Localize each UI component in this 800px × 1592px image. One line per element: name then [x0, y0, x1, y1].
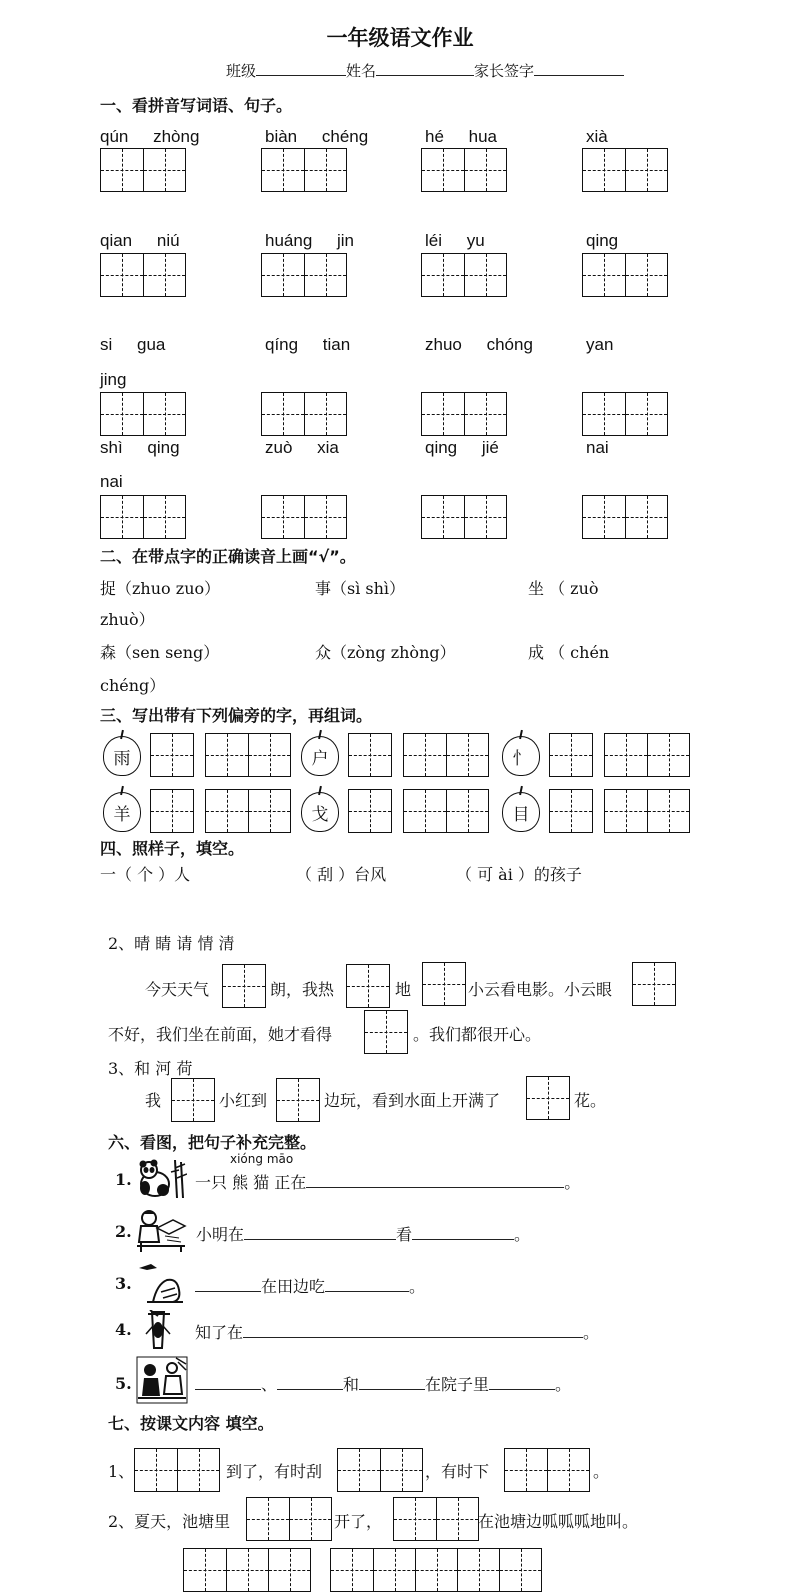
radical-char-box[interactable]: [150, 789, 194, 833]
radical-char-box[interactable]: [348, 789, 392, 833]
radical-apple-icon: 忄: [502, 736, 540, 776]
boy-reading-illustration: [135, 1208, 187, 1252]
s7-q1-number: 1、: [108, 1462, 135, 1481]
reading-item-zuo[interactable]: 坐 （ zuò: [528, 579, 599, 598]
item-3-blank-2[interactable]: [325, 1277, 409, 1292]
pinyin-label: shì qing: [100, 438, 180, 457]
s7-q3-box-1[interactable]: [183, 1548, 311, 1592]
q2-text-6: 。我们都很开心。: [413, 1025, 542, 1044]
item-5-sentence: [195, 1372, 571, 1395]
writing-grid[interactable]: [261, 495, 347, 539]
writing-grid[interactable]: [582, 392, 668, 436]
measure-example-3: （ 可 ài ）的孩子: [456, 865, 582, 884]
item-3-number: 3.: [115, 1274, 132, 1293]
item-1-pinyin: xióng māo: [230, 1152, 294, 1166]
class-blank[interactable]: [256, 61, 346, 76]
pinyin-label: biàn chéng: [265, 127, 369, 146]
q2-text-5: 不好，我们坐在前面，她才看得: [108, 1025, 333, 1044]
item-3-blank-1[interactable]: [195, 1277, 261, 1292]
info-line: [226, 60, 624, 81]
q2-text-2: 朗，我热: [270, 980, 335, 999]
pinyin-label: si gua: [100, 335, 166, 354]
pinyin-label: qíng tian: [265, 335, 351, 354]
reading-item-zhuo[interactable]: 捉（zhuo zuo）: [100, 579, 221, 598]
pinyin-label: zuò xia: [265, 438, 339, 457]
radical-apple-icon: 戈: [301, 792, 339, 832]
item-5-sep-3: 在院子里: [425, 1375, 490, 1394]
page-title: 一年级语文作业: [326, 25, 474, 50]
writing-grid[interactable]: [100, 495, 186, 539]
pinyin-wrap-3: jing: [100, 370, 127, 389]
q3-text-1: 我: [145, 1091, 162, 1110]
q3-text-4: 花。: [574, 1091, 607, 1110]
item-2-sentence: [196, 1222, 530, 1245]
s7-q2-text-2: 开了，: [334, 1512, 383, 1531]
writing-grid[interactable]: [100, 148, 186, 192]
radical-apple-icon: 目: [502, 792, 540, 832]
section-3-heading: 三、写出带有下列偏旁的字，再组词。: [100, 706, 373, 725]
writing-grid[interactable]: [582, 148, 668, 192]
name-blank[interactable]: [376, 61, 474, 76]
writing-grid[interactable]: [421, 392, 507, 436]
measure-example-1: 一（ 个 ）人: [100, 865, 191, 884]
item-2-number: 2.: [115, 1222, 132, 1241]
radical-char-box[interactable]: [549, 789, 593, 833]
panda-illustration: [135, 1158, 187, 1200]
q2-choices: 2、晴 睛 请 情 清: [108, 934, 235, 953]
s7-q2-box-2[interactable]: [393, 1497, 479, 1541]
radical-word-box[interactable]: [205, 733, 291, 777]
q3-text-2: 小红到: [219, 1091, 268, 1110]
q3-text-3: 边玩，看到水面上开满了: [324, 1091, 501, 1110]
writing-grid[interactable]: [582, 495, 668, 539]
writing-grid[interactable]: [421, 148, 507, 192]
item-3-end: 。: [409, 1277, 426, 1296]
item-5-blank-1[interactable]: [195, 1375, 261, 1390]
pinyin-label: qún zhòng: [100, 127, 200, 146]
reading-item-cheng-wrap: chéng）: [100, 676, 166, 695]
q3-choices: 3、和 河 荷: [108, 1059, 193, 1078]
s7-q1-text-2: ，有时下: [425, 1462, 490, 1481]
s7-q2-text-1: 2、夏天，池塘里: [108, 1512, 231, 1531]
pinyin-label: yan: [586, 335, 614, 354]
section-1-heading: 一、看拼音写词语、句子。: [100, 96, 293, 115]
q2-box-5[interactable]: [364, 1010, 408, 1054]
q2-text-3: 地: [395, 980, 412, 999]
item-1-number: 1.: [115, 1170, 132, 1189]
q3-box-2[interactable]: [276, 1078, 320, 1122]
s7-q2-box-1[interactable]: [246, 1497, 332, 1541]
pinyin-label: xià: [586, 127, 608, 146]
pinyin-label: qian niú: [100, 231, 180, 250]
pinyin-label: zhuo chóng: [425, 335, 533, 354]
item-3-sentence: [195, 1274, 425, 1297]
item-2-text-b: 看: [396, 1225, 413, 1244]
radical-apple-icon: 户: [301, 736, 339, 776]
radical-char-box[interactable]: [150, 733, 194, 777]
item-1-sentence: [195, 1170, 580, 1193]
parent-label: 家长签字: [474, 62, 535, 80]
writing-grid[interactable]: [100, 392, 186, 436]
item-2-end: 。: [514, 1225, 531, 1244]
measure-example-2: （ 刮 ）台风: [296, 865, 387, 884]
radical-word-box[interactable]: [604, 789, 690, 833]
item-4-sentence: [195, 1320, 599, 1343]
pinyin-label: huáng jin: [265, 231, 355, 250]
name-label: 姓名: [346, 62, 377, 80]
s7-q1-box-1[interactable]: [134, 1448, 220, 1492]
q2-text-4: 小云看电影。小云眼: [468, 980, 613, 999]
pinyin-label: hé hua: [425, 127, 497, 146]
pinyin-wrap-4: nai: [100, 472, 123, 491]
q2-box-1[interactable]: [222, 964, 266, 1008]
section-6-heading: 六、看图，把句子补充完整。: [108, 1133, 317, 1152]
s7-q3-box-2[interactable]: [330, 1548, 542, 1592]
item-1-end: 。: [564, 1173, 581, 1192]
item-2-blank-2[interactable]: [412, 1225, 514, 1240]
item-5-sep-2: 和: [343, 1375, 360, 1394]
writing-grid[interactable]: [421, 253, 507, 297]
writing-grid[interactable]: [261, 392, 347, 436]
item-4-end: 。: [583, 1323, 600, 1342]
item-5-number: 5.: [115, 1374, 132, 1393]
radical-word-box[interactable]: [403, 789, 489, 833]
reading-item-sen[interactable]: 森（sen seng）: [100, 643, 220, 662]
item-5-end: 。: [555, 1375, 572, 1394]
class-label: 班级: [226, 62, 257, 80]
pinyin-label: nai: [586, 438, 609, 457]
item-4-text: 知了在: [195, 1323, 244, 1342]
radical-word-box[interactable]: [205, 789, 291, 833]
item-4-number: 4.: [115, 1320, 132, 1339]
q3-box-1[interactable]: [171, 1078, 215, 1122]
bird-and-plant-illustration: [137, 1262, 187, 1304]
writing-grid[interactable]: [261, 253, 347, 297]
item-3-text: 在田边吃: [261, 1277, 326, 1296]
section-7-heading: 七、按课文内容 填空。: [108, 1414, 274, 1433]
courtyard-illustration: [136, 1356, 188, 1404]
item-1-blank[interactable]: [306, 1173, 564, 1188]
item-5-blank-3[interactable]: [359, 1375, 425, 1390]
item-1-text: 一只 熊 猫 正在: [195, 1173, 307, 1192]
cicada-tree-illustration: [142, 1310, 176, 1350]
item-5-blank-2[interactable]: [277, 1375, 343, 1390]
radical-word-box[interactable]: [403, 733, 489, 777]
reading-item-cheng[interactable]: 成 （ chén: [528, 643, 610, 662]
writing-grid[interactable]: [582, 253, 668, 297]
reading-item-shi[interactable]: 事（sì shì）: [315, 579, 406, 598]
q2-box-4[interactable]: [632, 962, 676, 1006]
pinyin-label: qing: [586, 231, 619, 250]
item-2-text-a: 小明在: [196, 1225, 245, 1244]
s7-q1-box-3[interactable]: [504, 1448, 590, 1492]
s7-q2-text-3: 在池塘边呱呱呱地叫。: [478, 1512, 639, 1531]
radical-char-box[interactable]: [549, 733, 593, 777]
s7-q1-box-2[interactable]: [337, 1448, 423, 1492]
section-2-heading: 二、在带点字的正确读音上画“√”。: [100, 547, 356, 566]
section-4-heading: 四、照样子，填空。: [100, 839, 245, 858]
pinyin-label: qing jié: [425, 438, 499, 457]
q2-box-2[interactable]: [346, 964, 390, 1008]
radical-apple-icon: 羊: [103, 792, 141, 832]
item-2-blank-1[interactable]: [244, 1225, 396, 1240]
q3-box-3[interactable]: [526, 1076, 570, 1120]
reading-item-zuo-wrap: zhuò）: [100, 610, 155, 629]
writing-grid[interactable]: [261, 148, 347, 192]
item-5-sep-1: 、: [261, 1375, 278, 1394]
radical-char-box[interactable]: [348, 733, 392, 777]
writing-grid[interactable]: [421, 495, 507, 539]
q2-text-1: 今天天气: [145, 980, 210, 999]
radical-word-box[interactable]: [604, 733, 690, 777]
item-5-blank-4[interactable]: [489, 1375, 555, 1390]
s7-q1-text-3: 。: [593, 1462, 610, 1481]
parent-signature-blank[interactable]: [534, 61, 624, 76]
writing-grid[interactable]: [100, 253, 186, 297]
q2-box-3[interactable]: [422, 962, 466, 1006]
s7-q1-text-1: 到了，有时刮: [226, 1462, 323, 1481]
pinyin-label: léi yu: [425, 231, 485, 250]
reading-item-zhong[interactable]: 众（zòng zhòng）: [315, 643, 456, 662]
item-4-blank[interactable]: [243, 1323, 583, 1338]
radical-apple-icon: 雨: [103, 736, 141, 776]
